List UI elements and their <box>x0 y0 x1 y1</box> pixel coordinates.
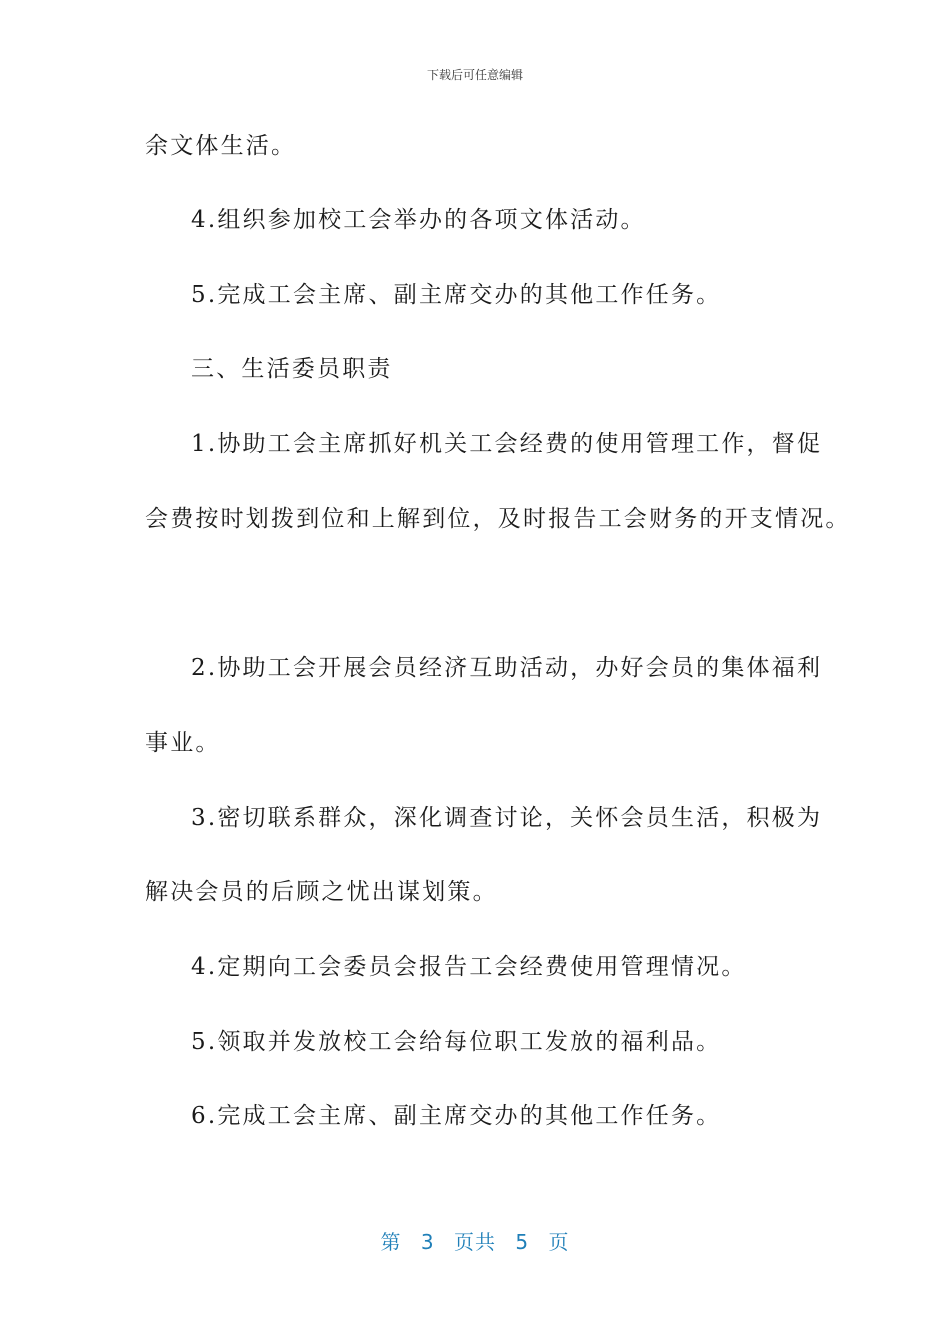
body-line: 5.完成工会主席、副主席交办的其他工作任务。 <box>191 282 722 308</box>
body-line: 4.组织参加校工会举办的各项文体活动。 <box>191 207 646 233</box>
current-page-number: 3 <box>420 1230 435 1254</box>
page-footer <box>0 1226 950 1255</box>
body-line: 3.密切联系群众，深化调查讨论，关怀会员生活，积极为 <box>191 805 823 831</box>
total-pages-number: 5 <box>515 1230 530 1254</box>
body-line: 会费按时划拨到位和上解到位，及时报告工会财务的开支情况。 <box>145 506 851 532</box>
page-label-mid: 页共 <box>454 1230 496 1254</box>
body-line: 5.领取并发放校工会给每位职工发放的福利品。 <box>191 1029 722 1055</box>
page-label-suffix: 页 <box>548 1230 570 1254</box>
body-line: 6.完成工会主席、副主席交办的其他工作任务。 <box>191 1103 722 1129</box>
page-header-note: 下载后可任意编辑 <box>426 68 523 82</box>
body-line: 事业。 <box>145 730 221 756</box>
body-line: 余文体生活。 <box>145 133 297 159</box>
body-line: 1.协助工会主席抓好机关工会经费的使用管理工作，督促 <box>191 431 823 457</box>
section-heading: 三、生活委员职责 <box>191 356 393 382</box>
body-line: 4.定期向工会委员会报告工会经费使用管理情况。 <box>191 954 747 980</box>
page-label-prefix: 第 <box>380 1230 402 1254</box>
body-line: 解决会员的后顾之忧出谋划策。 <box>145 879 498 905</box>
body-line: 2.协助工会开展会员经济互助活动，办好会员的集体福利 <box>191 655 823 681</box>
